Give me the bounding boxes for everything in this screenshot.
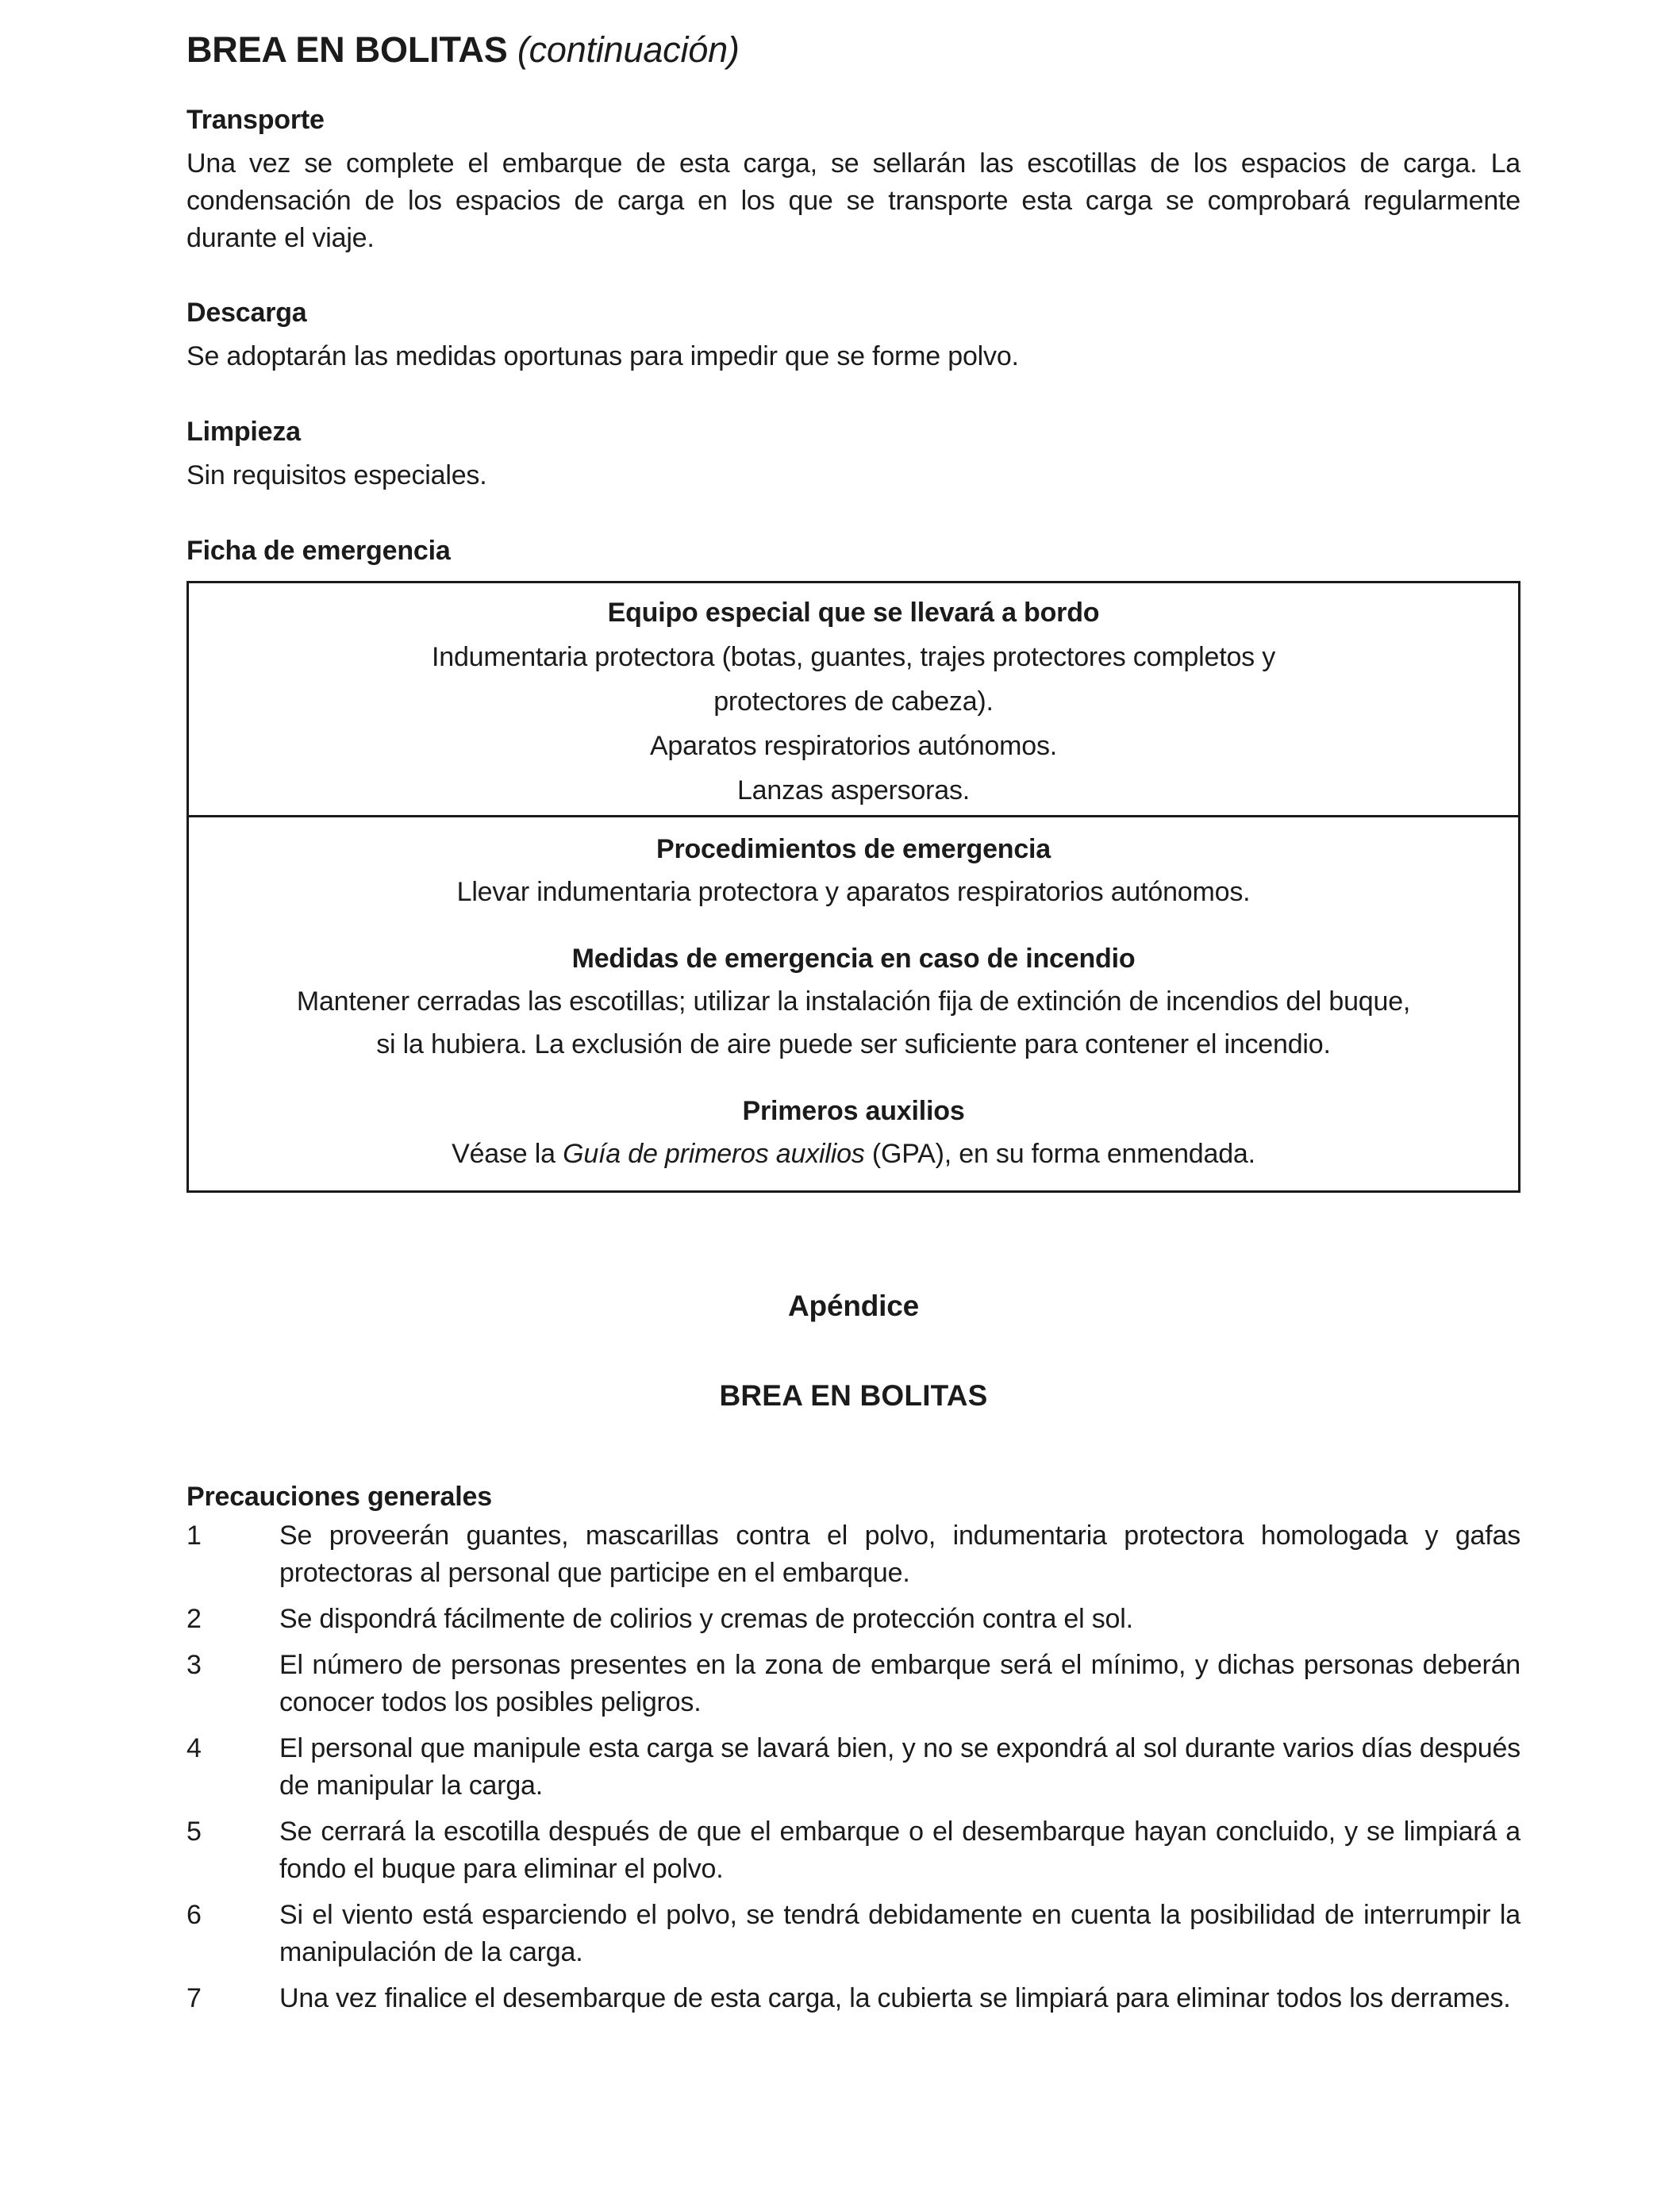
list-item <box>186 1647 1520 1721</box>
list-item-text: El personal que manipule esta carga se lavará bien, y no se expondrá al sol durante varios días después de manipular la carga. <box>279 1733 1520 1801</box>
precautions-list <box>186 1517 1520 2026</box>
list-item-text: Se cerrará la escotilla después de que el embarque o el desembarque hayan concluido, y se limpiará a fondo el buque para eliminar el polvo. <box>279 1817 1520 1884</box>
equipment-line: Indumentaria protectora (botas, guantes, trajes protectores completos y <box>431 642 1276 672</box>
list-item <box>186 1730 1520 1805</box>
list-item <box>186 1813 1520 1888</box>
list-item <box>186 1517 1520 1592</box>
list-item <box>186 1897 1520 1971</box>
section-heading-ficha-de-emergencia: Ficha de emergencia <box>186 536 451 566</box>
list-item <box>186 1601 1520 1638</box>
precautions-heading: Precauciones generales <box>186 1482 492 1512</box>
list-item-number: 6 <box>186 1900 202 1930</box>
list-item-number: 3 <box>186 1650 202 1680</box>
list-item-text: El número de personas presentes en la zona de embarque será el mínimo, y dichas personas deberán conocer todos los posibles peligros. <box>279 1650 1520 1717</box>
first-aid-heading: Primeros auxilios <box>742 1096 965 1126</box>
section-heading-limpieza: Limpieza <box>186 417 301 447</box>
equipment-line: Aparatos respiratorios autónomos. <box>649 731 1058 761</box>
page-title <box>186 28 1520 72</box>
section-heading-transporte: Transporte <box>186 105 325 135</box>
appendix-subtitle: BREA EN BOLITAS <box>719 1379 988 1412</box>
first-aid-line <box>210 1132 1497 1175</box>
section-body-transporte: Una vez se complete el embarque de esta carga, se sellarán las escotillas de los espacios de carga. La condensación de los espacios de carga en los que se transporte esta carga se comprobará regularmente durante el viaje. <box>186 148 1520 253</box>
equipment-line: Lanzas aspersoras. <box>736 775 971 805</box>
list-item-text: Una vez finalice el desembarque de esta carga, la cubierta se limpiará para eliminar todos los derrames. <box>279 1983 1511 2013</box>
section-body-limpieza: Sin requisitos especiales. <box>186 460 487 490</box>
first-aid-line-suffix: (GPA), en su forma enmendada. <box>864 1139 1255 1169</box>
fire-measures-block <box>210 937 1497 1066</box>
list-item-number: 4 <box>186 1733 202 1763</box>
list-item-text: Se proveerán guantes, mascarillas contra el polvo, indumentaria protectora homologada y gafas protectoras al personal que participe en el embarque. <box>279 1521 1520 1588</box>
list-item-number: 7 <box>186 1983 202 2013</box>
first-aid-block <box>210 1090 1497 1175</box>
equipment-heading: Equipo especial que se llevará a bordo <box>607 598 1100 628</box>
fire-measures-line: Mantener cerradas las escotillas; utilizar la instalación fija de extinción de incendios del buque, <box>296 986 1411 1017</box>
emergency-card <box>186 581 1520 1193</box>
procedures-heading: Procedimientos de emergencia <box>655 834 1051 864</box>
page-title-main: BREA EN BOLITAS <box>186 29 508 70</box>
list-item-text: Se dispondrá fácilmente de colirios y cremas de protección contra el sol. <box>279 1604 1133 1634</box>
first-aid-guide-reference: Guía de primeros auxilios <box>563 1139 865 1169</box>
fire-measures-line: si la hubiera. La exclusión de aire puede ser suficiente para contener el incendio. <box>376 1029 1331 1059</box>
appendix-title: Apéndice <box>788 1290 919 1322</box>
emergency-card-equipment-cell <box>189 583 1518 817</box>
page-title-continuation: (continuación) <box>517 29 740 70</box>
section-heading-descarga: Descarga <box>186 298 307 328</box>
list-item-number: 1 <box>186 1521 202 1551</box>
procedures-block <box>210 828 1497 913</box>
fire-measures-heading: Medidas de emergencia en caso de incendio <box>571 944 1136 974</box>
list-item <box>186 1980 1520 2017</box>
list-item-number: 5 <box>186 1817 202 1847</box>
list-item-number: 2 <box>186 1604 202 1634</box>
list-item-text: Si el viento está esparciendo el polvo, se tendrá debidamente en cuenta la posibilidad de interrumpir la manipulación de la carga. <box>279 1900 1520 1967</box>
equipment-line: protectores de cabeza). <box>713 686 994 717</box>
section-body-descarga: Se adoptarán las medidas oportunas para impedir que se forme polvo. <box>186 341 1019 371</box>
emergency-card-procedures-cell <box>189 817 1518 1190</box>
procedures-line: Llevar indumentaria protectora y aparatos respiratorios autónomos. <box>456 877 1251 907</box>
first-aid-line-prefix: Véase la <box>452 1139 563 1169</box>
